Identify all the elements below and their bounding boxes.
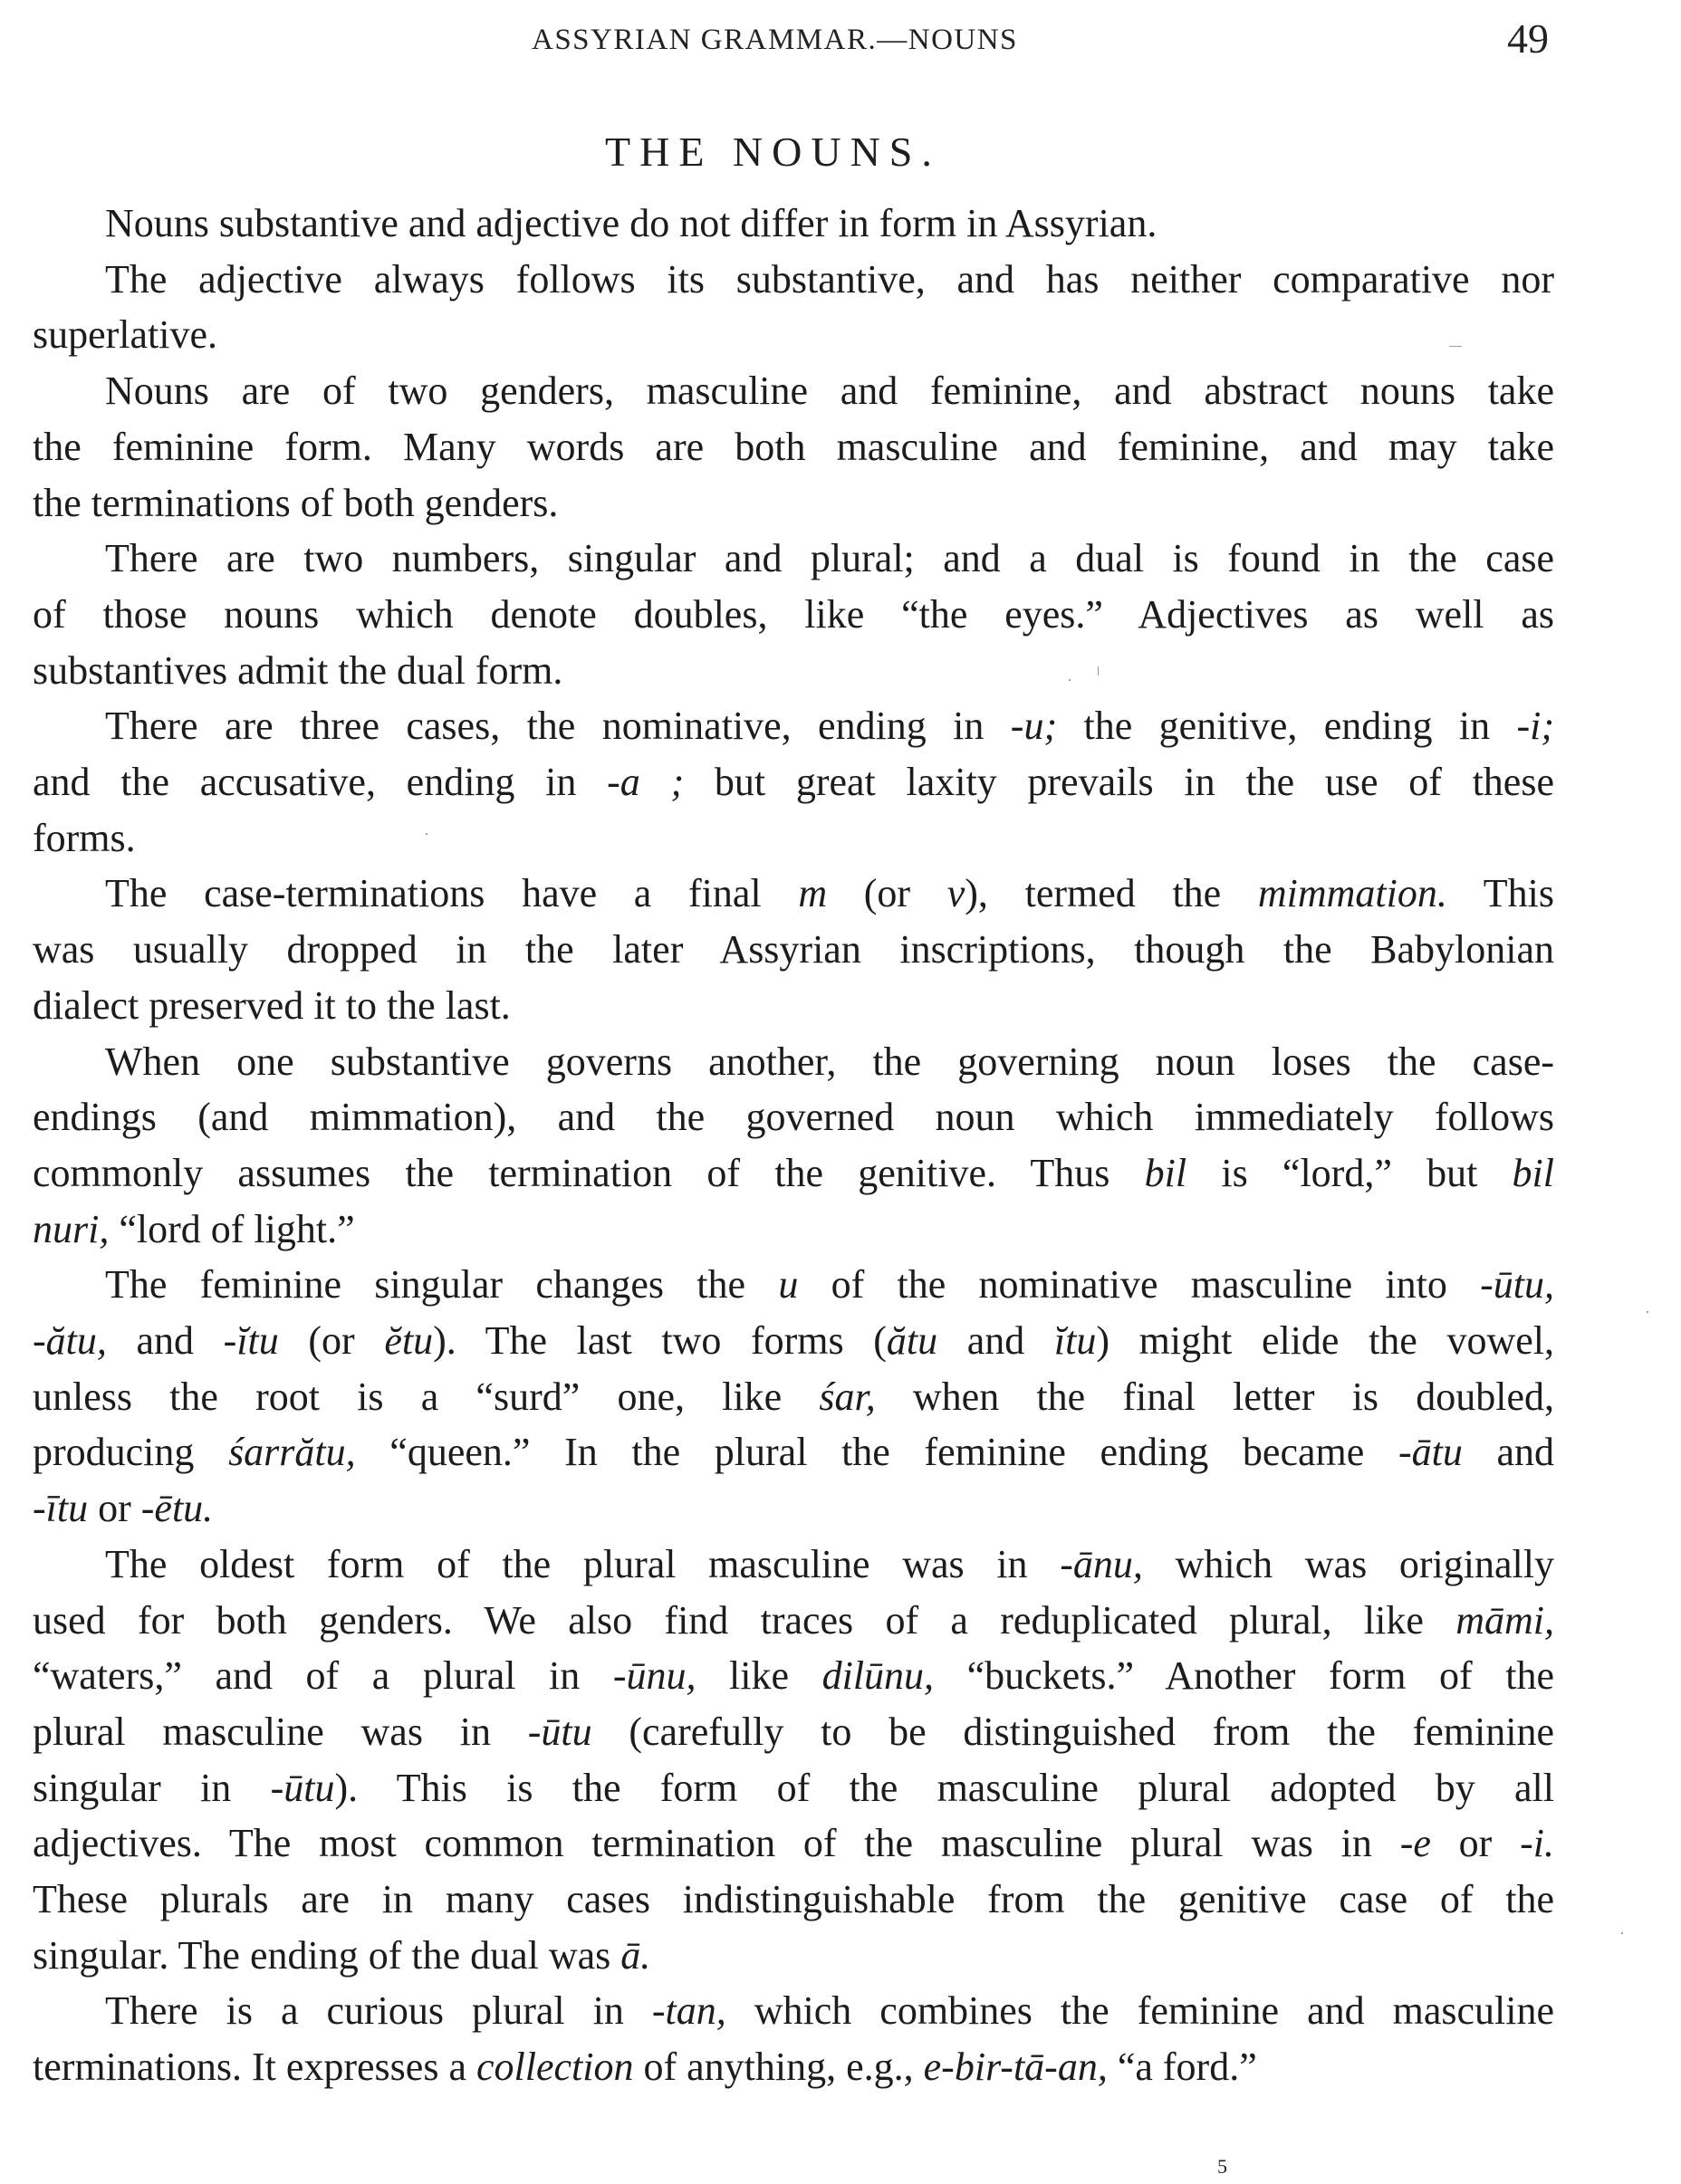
chapter-title: THE NOUNS. <box>605 129 941 175</box>
text-run: or <box>88 1486 141 1530</box>
scan-speck <box>1449 346 1462 347</box>
text-run: of anything, e.g., <box>633 2045 924 2089</box>
text-run: Nouns are of two genders, masculine and feminine, and abstract nouns take <box>105 369 1554 413</box>
italic-term: śarrătu, <box>228 1430 356 1474</box>
text-line <box>105 870 1554 917</box>
text-run: “a ford.” <box>1107 2045 1257 2089</box>
scan-speck <box>1098 666 1099 675</box>
text-run: of those nouns which denote doubles, like “the eyes.” Adjectives as well as <box>33 592 1554 637</box>
italic-term: collection <box>475 2045 634 2089</box>
text-run: and <box>937 1318 1054 1363</box>
text-run: commonly assumes the termination of the genitive. Thus <box>33 1151 1145 1195</box>
text-line <box>33 1429 1554 1476</box>
italic-term: -ūnu, <box>612 1653 696 1698</box>
text-run: adjectives. The most common termination of the masculine plural was in <box>33 1821 1400 1865</box>
text-run: ). This is the form of the masculine plural adopted by all <box>334 1766 1554 1810</box>
italic-term: -ētu. <box>140 1486 214 1530</box>
scan-speck <box>1621 1932 1623 1934</box>
text-line <box>33 1765 1554 1812</box>
text-line <box>33 1709 1554 1756</box>
italic-term: -ītu <box>33 1486 89 1530</box>
text-line <box>105 200 1157 247</box>
italic-term: -ĭtu <box>223 1318 279 1363</box>
running-head: ASSYRIAN GRAMMAR.—NOUNS <box>532 24 1018 56</box>
text-line <box>33 1652 1554 1700</box>
italic-term: -u; <box>1010 704 1058 748</box>
italic-term: nuri, <box>33 1207 110 1251</box>
text-run: singular. The ending of the dual was <box>33 1933 621 1978</box>
italic-term: -ătu, <box>33 1318 107 1363</box>
scan-speck <box>1647 1311 1648 1313</box>
italic-term: -ūtu <box>270 1766 335 1810</box>
italic-term: ā. <box>620 1933 651 1978</box>
italic-term: e-bir-tā-an, <box>923 2045 1108 2089</box>
text-run: endings (and mimmation), and the governed noun which immediately follows <box>33 1095 1554 1139</box>
italic-term: -e <box>1399 1821 1431 1865</box>
italic-term: -a ; <box>607 760 685 804</box>
text-line <box>33 480 558 527</box>
text-run: producing <box>33 1430 229 1474</box>
text-line <box>33 1597 1554 1644</box>
text-run: plural masculine was in <box>33 1710 528 1754</box>
text-line <box>33 311 217 359</box>
italic-term: dilūnu, <box>821 1653 935 1698</box>
italic-term: u <box>778 1262 799 1307</box>
italic-term: mimmation. <box>1257 871 1447 915</box>
text-line <box>33 2044 1257 2091</box>
text-run: There are two numbers, singular and plural; and a dual is found in the case <box>105 536 1554 580</box>
text-run: The oldest form of the plural masculine was in <box>105 1542 1061 1586</box>
text-line <box>105 1988 1554 2035</box>
text-run: (carefully to be distinguished from the feminine <box>591 1710 1554 1754</box>
italic-term: -ūtu <box>527 1710 592 1754</box>
scan-speck <box>1069 679 1071 681</box>
text-run: This <box>1446 871 1554 915</box>
text-run: Nouns substantive and adjective do not differ in form in Assyrian. <box>105 201 1157 245</box>
text-run: singular in <box>33 1766 271 1810</box>
text-run: “lord of light.” <box>109 1207 355 1251</box>
text-run: “queen.” In the plural the feminine ending became <box>355 1430 1398 1474</box>
text-line <box>33 759 1554 806</box>
italic-term: ĭtu <box>1053 1318 1097 1363</box>
italic-term: ătu <box>886 1318 938 1363</box>
text-run: ), termed the <box>965 871 1258 915</box>
text-line <box>105 368 1554 415</box>
italic-term: śar, <box>819 1375 876 1419</box>
text-line <box>33 1094 1554 1141</box>
scan-speck <box>426 833 427 835</box>
text-line <box>33 1932 650 1979</box>
text-run: The feminine singular changes the <box>105 1262 779 1307</box>
italic-term: -tan, <box>651 1988 726 2033</box>
text-run: When one substantive governs another, the governing noun loses the case- <box>105 1039 1554 1084</box>
text-run: ) might elide the vowel, <box>1096 1318 1554 1363</box>
italic-term: -i; <box>1516 704 1554 748</box>
italic-term: -i. <box>1520 1821 1554 1865</box>
italic-term: m <box>798 871 828 915</box>
text-line <box>105 256 1554 303</box>
text-run: and <box>106 1318 224 1363</box>
text-run: and the accusative, ending in <box>33 760 608 804</box>
text-run: the feminine form. Many words are both masculine and feminine, and may take <box>33 425 1554 469</box>
text-run: There is a curious plural in <box>105 1988 652 2033</box>
text-run: of the nominative masculine into <box>798 1262 1481 1307</box>
text-run: is “lord,” but <box>1186 1151 1513 1195</box>
text-line <box>33 591 1554 638</box>
text-run: superlative. <box>33 312 218 357</box>
text-run: terminations. It expresses a <box>33 2045 476 2089</box>
text-run: The case-terminations have a final <box>105 871 799 915</box>
italic-term: -ātu <box>1398 1430 1463 1474</box>
text-run: was usually dropped in the later Assyrian inscriptions, though the Babylonian <box>33 927 1554 972</box>
text-line <box>33 1820 1554 1867</box>
text-line <box>105 1261 1554 1308</box>
text-run: “waters,” and of a plural in <box>33 1653 613 1698</box>
page-number: 49 <box>1507 15 1549 62</box>
text-run: substantives admit the dual form. <box>33 648 563 693</box>
text-line <box>33 1206 355 1253</box>
text-run: like <box>696 1653 822 1698</box>
text-line <box>33 647 562 694</box>
text-line <box>33 926 1554 973</box>
text-line <box>33 1876 1554 1923</box>
text-run: which combines the feminine and masculine <box>725 1988 1554 2033</box>
italic-term: bil <box>1512 1151 1554 1195</box>
text-line <box>33 1317 1554 1365</box>
text-run: ). The last two forms ( <box>433 1318 887 1363</box>
text-run: the genitive, ending in <box>1057 704 1517 748</box>
text-line <box>33 1150 1554 1197</box>
italic-term: -ānu, <box>1060 1542 1143 1586</box>
text-run: which was originally <box>1142 1542 1554 1586</box>
text-run: the terminations of both genders. <box>33 481 559 525</box>
signature-mark: 5 <box>1217 2155 1227 2178</box>
text-run: but great laxity prevails in the use of these <box>684 760 1554 804</box>
italic-term: bil <box>1144 1151 1187 1195</box>
text-run: The adjective always follows its substantive, and has neither comparative nor <box>105 257 1554 302</box>
italic-term: v <box>946 871 965 915</box>
text-line <box>105 1039 1554 1086</box>
text-run: and <box>1462 1430 1554 1474</box>
text-run: (or <box>827 871 947 915</box>
text-line <box>105 535 1554 582</box>
text-run: “buckets.” Another form of the <box>934 1653 1554 1698</box>
text-run: or <box>1430 1821 1521 1865</box>
text-line <box>33 1374 1554 1421</box>
italic-term: -ūtu, <box>1480 1262 1554 1307</box>
text-line <box>33 424 1554 471</box>
text-line <box>33 1485 213 1532</box>
text-run: when the final letter is doubled, <box>875 1375 1554 1419</box>
text-run: (or <box>278 1318 385 1363</box>
text-line <box>33 815 136 862</box>
text-line <box>105 1541 1554 1588</box>
italic-term: ĕtu <box>384 1318 434 1363</box>
italic-term: māmi, <box>1455 1598 1554 1643</box>
text-run: forms. <box>33 816 136 860</box>
text-run: There are three cases, the nominative, ending in <box>105 704 1011 748</box>
text-run: dialect preserved it to the last. <box>33 983 511 1028</box>
text-line <box>105 703 1554 750</box>
text-run: These plurals are in many cases indistinguishable from the genitive case of the <box>33 1877 1554 1921</box>
text-run: used for both genders. We also find traces of a reduplicated plural, like <box>33 1598 1456 1643</box>
text-run: unless the root is a “surd” one, like <box>33 1375 820 1419</box>
text-line <box>33 982 511 1030</box>
